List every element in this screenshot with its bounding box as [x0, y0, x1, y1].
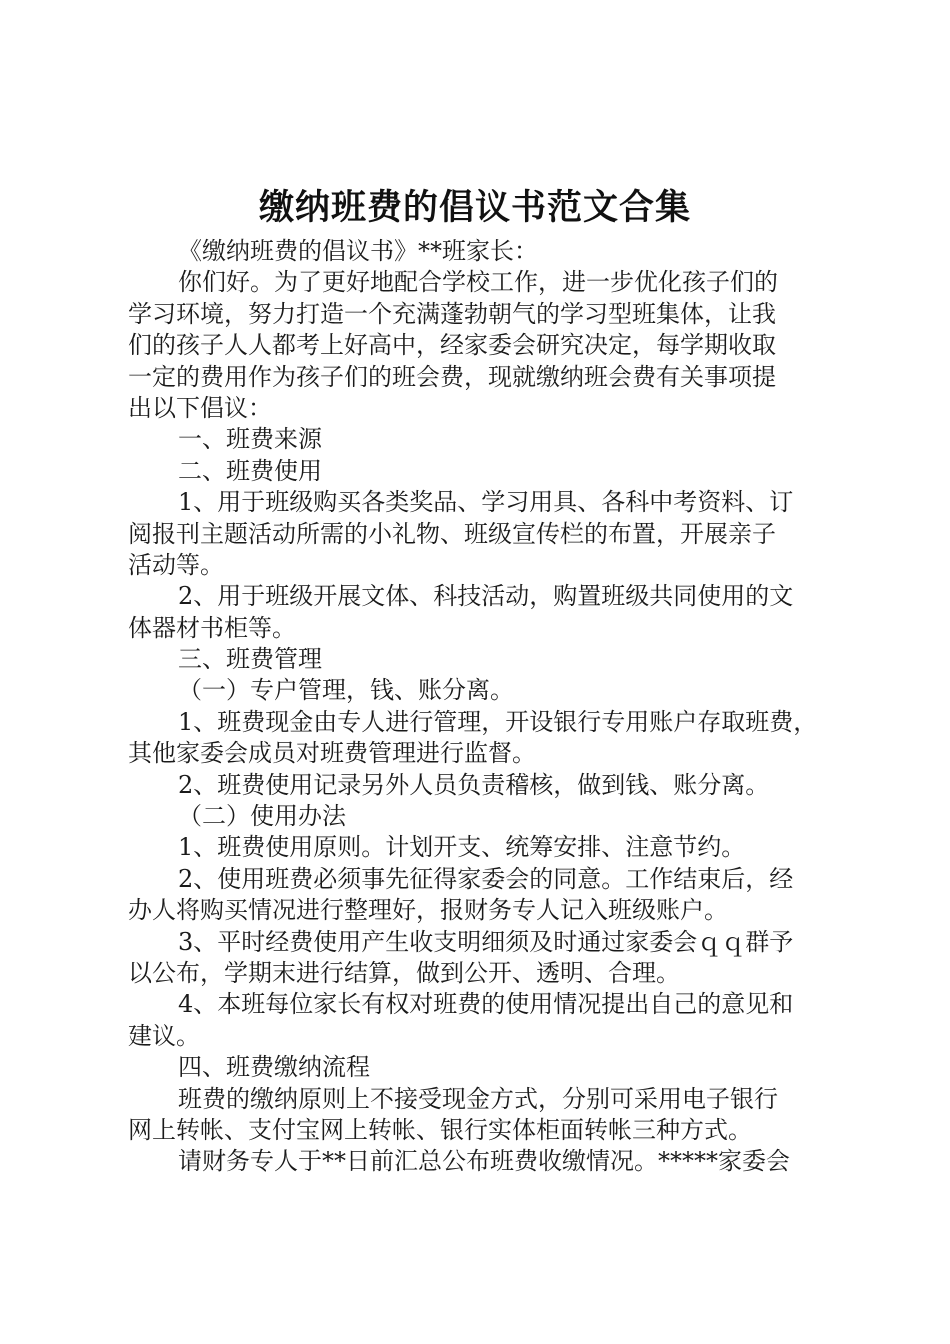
body-line: 体器材书柜等。: [128, 613, 296, 642]
body-line: 一、班费来源: [178, 425, 322, 454]
body-line: 网上转帐、支付宝网上转帐、银行实体柜面转帐三种方式。: [128, 1115, 752, 1144]
body-line: 阅报刊主题活动所需的小礼物、班级宣传栏的布置，开展亲子: [128, 519, 776, 548]
body-line: 2、使用班费必须事先征得家委会的同意。工作结束后，经: [178, 864, 794, 893]
body-line: 建议。: [128, 1021, 200, 1050]
body-line: 以公布，学期末进行结算，做到公开、透明、合理。: [128, 958, 680, 987]
body-line: 一定的费用作为孩子们的班会费，现就缴纳班会费有关事项提: [128, 362, 776, 391]
body-line: 办人将购买情况进行整理好，报财务专人记入班级账户。: [128, 896, 728, 925]
body-line: 2、班费使用记录另外人员负责稽核，做到钱、账分离。: [178, 770, 770, 799]
document-title: 缴纳班费的倡议书范文合集: [258, 187, 691, 228]
body-line: 四、班费缴纳流程: [178, 1053, 370, 1082]
body-line: 4、本班每位家长有权对班费的使用情况提出自己的意见和: [178, 990, 794, 1019]
body-line: （二）使用办法: [178, 802, 346, 831]
document-body: [128, 236, 830, 1178]
body-line: 其他家委会成员对班费管理进行监督。: [128, 739, 536, 768]
body-line: 出以下倡议：: [128, 393, 272, 422]
body-line: （一）专户管理，钱、账分离。: [178, 676, 514, 705]
body-line: 1、班费现金由专人进行管理，开设银行专用账户存取班费，: [178, 707, 818, 736]
body-line: 你们好。为了更好地配合学校工作，进一步优化孩子们的: [178, 268, 778, 297]
body-line: 活动等。: [128, 550, 224, 579]
body-line: 班费的缴纳原则上不接受现金方式，分别可采用电子银行: [178, 1084, 778, 1113]
body-line: 二、班费使用: [178, 456, 322, 485]
body-line: 三、班费管理: [178, 645, 322, 674]
body-line: 们的孩子人人都考上好高中，经家委会研究决定，每学期收取: [128, 331, 776, 360]
body-line: 学习环境，努力打造一个充满蓬勃朝气的学习型班集体，让我: [128, 299, 776, 328]
body-line: 1、班费使用原则。计划开支、统筹安排、注意节约。: [178, 833, 746, 862]
body-line: 《缴纳班费的倡议书》**班家长：: [178, 237, 538, 265]
body-line: 3、平时经费使用产生收支明细须及时通过家委会ｑｑ群予: [178, 927, 794, 956]
body-line: 1、用于班级购买各类奖品、学习用具、各科中考资料、订: [178, 488, 794, 517]
body-line: 请财务专人于**日前汇总公布班费收缴情况。*****家委会: [178, 1147, 790, 1176]
body-line: 2、用于班级开展文体、科技活动，购置班级共同使用的文: [178, 582, 794, 611]
